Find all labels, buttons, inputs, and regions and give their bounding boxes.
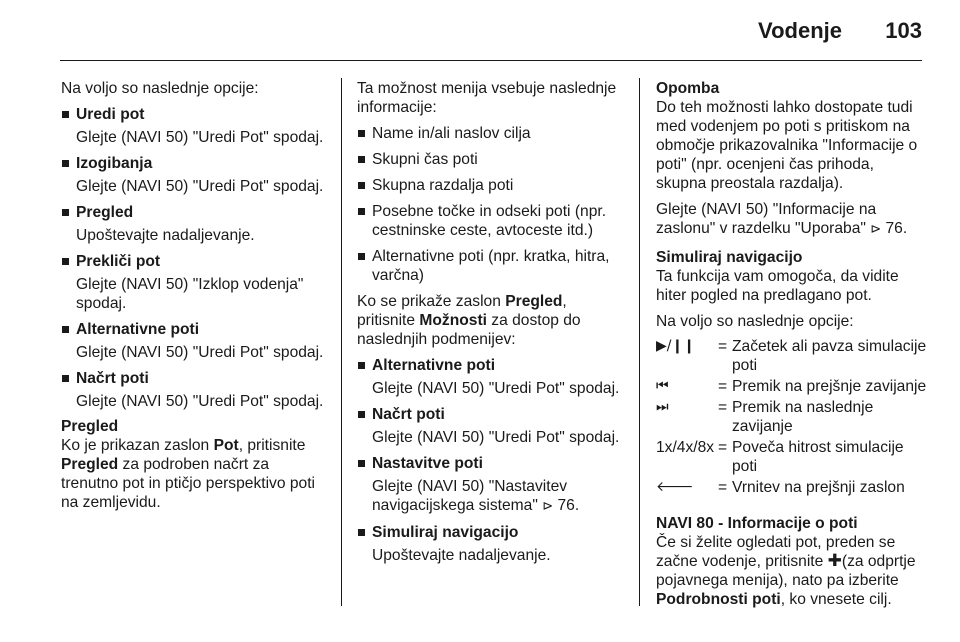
option-title: Alternativne poti xyxy=(76,321,200,338)
option-desc: Glejte (NAVI 50) "Uredi Pot" spodaj. xyxy=(76,344,324,361)
option-desc: Glejte (NAVI 50) "Uredi Pot" spodaj. xyxy=(76,393,324,410)
control-desc: Premik na naslednje zavijanje xyxy=(732,399,874,435)
controls-table xyxy=(656,337,928,497)
pregled-paragraph: Ko je prikazan zaslon Pot, pritisnite Pregled za podroben načrt za trenutno pot in ptičjo perspektivo poti na zemljevidu. xyxy=(61,437,315,511)
option-item xyxy=(61,203,329,222)
option-title: Pregled xyxy=(76,204,134,221)
page-reference-icon: ⊳ xyxy=(542,499,554,514)
info-intro: Ta možnost menija vsebuje naslednje informacije: xyxy=(357,80,617,116)
submenu-item xyxy=(357,356,625,375)
previous-turn-icon: ⏮ xyxy=(656,378,669,394)
options-intro: Na voljo so naslednje opcije: xyxy=(61,80,259,97)
note-text: Do teh možnosti lahko dostopate tudi med vodenjem po poti s pritiskom na območje prikazovalnika "Informacije o poti" (npr. ocenjeni čas prihoda, skupna preostala razdalja). xyxy=(656,99,918,192)
submenu-desc: Upoštevajte nadaljevanje. xyxy=(372,547,551,564)
sim-heading: Simuliraj navigacijo xyxy=(656,249,803,266)
control-row xyxy=(656,398,928,436)
option-title: Načrt poti xyxy=(76,370,149,387)
column-right xyxy=(656,79,928,609)
note-reference: Glejte (NAVI 50) "Informacije na zaslonu" v razdelku "Uporaba" ⊳ 76. xyxy=(656,201,908,237)
control-equals: = xyxy=(718,378,728,395)
navi80-heading: NAVI 80 - Informacije o poti xyxy=(656,515,858,532)
option-desc: Glejte (NAVI 50) "Uredi Pot" spodaj. xyxy=(76,178,324,195)
page-reference-icon: ⊳ xyxy=(870,222,882,237)
submenu-title: Alternativne poti xyxy=(372,357,496,374)
control-equals: = xyxy=(718,479,728,496)
header-divider xyxy=(60,60,922,61)
option-desc: Upoštevajte nadaljevanje. xyxy=(76,227,255,244)
option-item xyxy=(61,320,329,339)
option-item xyxy=(61,105,329,124)
navi80-text: Če si želite ogledati pot, preden se začne vodenje, pritisnite ✚(za odprtje pojavnega menija), nato pa izberite Podrobnosti poti, ko vnesete cilj. xyxy=(656,534,916,608)
page-section-title: Vodenje xyxy=(758,18,842,43)
page-reference[interactable]: 76. xyxy=(557,497,580,514)
submenu-title: Načrt poti xyxy=(372,406,445,423)
info-item: Skupna razdalja poti xyxy=(357,176,625,195)
control-row xyxy=(656,438,928,476)
control-row xyxy=(656,337,928,375)
page-reference[interactable]: 76. xyxy=(885,220,908,237)
back-arrow-icon: 🡐 xyxy=(656,479,694,495)
column-left xyxy=(61,79,329,512)
submenu-item xyxy=(357,454,625,473)
control-desc: Poveča hitrost simulacije poti xyxy=(732,439,904,475)
submenu-item xyxy=(357,523,625,542)
option-title: Izogibanja xyxy=(76,155,153,172)
option-item xyxy=(61,252,329,271)
info-item: Name in/ali naslov cilja xyxy=(357,124,625,143)
control-row xyxy=(656,377,928,396)
control-row xyxy=(656,478,928,497)
control-equals: = xyxy=(718,399,728,416)
info-item: Posebne točke in odseki poti (npr. cestninske ceste, avtoceste itd.) xyxy=(357,202,625,240)
submenu-title: Nastavitve poti xyxy=(372,455,483,472)
play-pause-icon: ▶/❙❙ xyxy=(656,338,695,354)
info-item: Alternativne poti (npr. kratka, hitra, varčna) xyxy=(357,247,625,285)
option-item xyxy=(61,154,329,173)
control-equals: = xyxy=(718,338,728,355)
column-divider-1 xyxy=(341,78,342,606)
control-desc: Začetek ali pavza simulacije poti xyxy=(732,338,927,374)
pregled-heading: Pregled xyxy=(61,418,119,435)
note-heading: Opomba xyxy=(656,80,720,97)
submenu-desc: Glejte (NAVI 50) "Uredi Pot" spodaj. xyxy=(372,380,620,397)
submenu-desc: Glejte (NAVI 50) "Uredi Pot" spodaj. xyxy=(372,429,620,446)
option-desc: Glejte (NAVI 50) "Izklop vodenja" spodaj. xyxy=(76,276,304,312)
submenu-desc: Glejte (NAVI 50) "Nastavitev navigacijskega sistema" ⊳ 76. xyxy=(372,478,580,514)
submenu-item xyxy=(357,405,625,424)
sim-text: Ta funkcija vam omogoča, da vidite hiter pogled na predlagano pot. xyxy=(656,268,899,304)
submenu-title: Simuliraj navigacijo xyxy=(372,524,519,541)
next-turn-icon: ⏭ xyxy=(656,399,669,415)
submenu-intro: Ko se prikaže zaslon Pregled, pritisnite Možnosti za dostop do naslednjih podmenijev: xyxy=(357,293,581,348)
option-title: Prekliči pot xyxy=(76,253,161,270)
page-number: 103 xyxy=(885,18,922,43)
plus-icon: ✚ xyxy=(827,551,842,571)
control-equals: = xyxy=(718,439,728,456)
sim-intro: Na voljo so naslednje opcije: xyxy=(656,313,854,330)
column-middle xyxy=(357,79,625,565)
option-desc: Glejte (NAVI 50) "Uredi Pot" spodaj. xyxy=(76,129,324,146)
option-title: Uredi pot xyxy=(76,106,145,123)
speed-multiplier-label: 1x/4x/8x xyxy=(656,439,715,456)
option-item xyxy=(61,369,329,388)
info-item: Skupni čas poti xyxy=(357,150,625,169)
column-divider-2 xyxy=(639,78,640,606)
control-desc: Premik na prejšnje zavijanje xyxy=(732,378,927,395)
control-desc: Vrnitev na prejšnji zaslon xyxy=(732,479,905,496)
